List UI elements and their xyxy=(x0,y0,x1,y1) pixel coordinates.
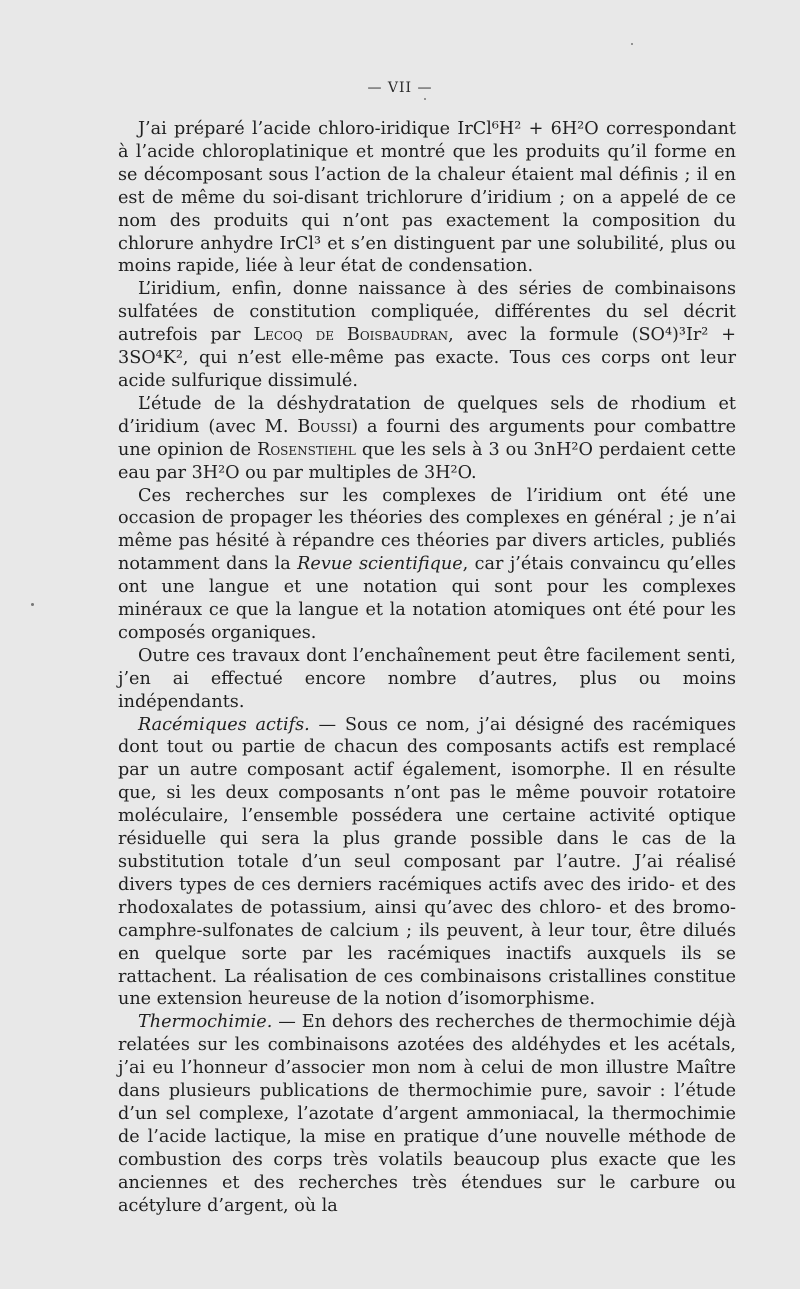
paper-speck xyxy=(31,603,34,606)
paper-speck xyxy=(631,43,633,45)
journal-title: Revue scientifique xyxy=(297,554,463,575)
paper-speck xyxy=(424,98,426,100)
author-name: Boussi xyxy=(297,416,352,437)
paragraph-complexes: Ces recherches sur les complexes de l’iridium ont été une occasion de propager les théories des complexes en général ; je n’ai même pas hésité à répandre ces théories par divers articles, publiés notamment dans la Revue scientifique, car j’étais convaincu qu’elles ont une langue et une notation qui sont pour les complexes minéraux ce que la langue et la notation atomiques ont été pour les composés organiques. xyxy=(118,485,737,643)
paragraph-sulfates: L’iridium, enfin, donne naissance à des séries de combinaisons sulfatées de constitution compliquée, différentes du sel décrit autrefois par Lecoq de Boisbaudran, avec la formule (SO⁴)³Ir² + 3SO⁴K², qui n’est elle-même pas exacte. Tous ces corps ont leur acide sulfurique dissimulé. xyxy=(118,279,737,391)
paragraph-racemiques: Racémiques actifs. — Sous ce nom, j’ai désigné des racémiques dont tout ou partie de chacun des composants actifs est remplacé par un autre composant actif également, isomorphe. Il en résulte que, si les deux composants n’ont pas le même pouvoir rotatoire moléculaire, l’ensemble possédera une certaine activité optique résiduelle qui sera la plus grande possible dans le cas de la substitution totale d’un seul composant par l’autre. J’ai réalisé divers types de ces derniers racémiques actifs avec des irido- et des rhodoxalates de potassium, ainsi qu’avec des chloro- et des bromo-camphre-sulfonates de calcium ; ils peuvent, à leur tour, être dilués en quelque sorte par les racémiques inactifs auxquels ils se rattachent. La réalisation de ces combinaisons cristallines constitue une extension heureuse de la notion d’isomorphisme. xyxy=(118,714,736,1010)
paragraph-other-works: Outre ces travaux dont l’enchaînement peut être facilement senti, j’en ai effectué encore nombre d’autres, plus ou moins indépendants. xyxy=(118,645,736,712)
paragraph-thermochimie: Thermochimie. — En dehors des recherches de thermochimie déjà relatées sur les combinaisons azotées des aldéhydes et les acétals, j’ai eu l’honneur d’associer mon nom à celui de mon illustre Maître dans plusieurs publications de thermochimie pure, savoir : l’étude d’un sel complexe, l’azotate d’argent ammoniacal, la thermochimie de l’acide lactique, la mise en pratique d’une nouvelle méthode de combustion des corps très volatils beaucoup plus exacte que les anciennes et des recherches très étendues sur le carbure ou acétylure d’argent, où la xyxy=(118,1012,736,1216)
paragraph-iridium-acid: J’ai préparé l’acide chloro-iridique IrCl⁶H² + 6H²O correspondant à l’acide chloroplatinique et montré que les produits qu’il forme en se décomposant sous l’action de la chaleur étaient mal définis ; il en est de même du soi-disant trichlorure d’iridium ; on a appelé de ce nom des produits qui n’ont pas exactement la composition du chlorure anhydre IrCl³ et s’en distinguent par une solubilité, plus ou moins rapide, liée à leur état de condensation. xyxy=(118,119,736,277)
paragraph-dehydration: L’étude de la déshydratation de quelques sels de rhodium et d’iridium (avec M. Boussi) a fourni des arguments pour combattre une opinion de Rosenstiehl que les sels à 3 ou 3nH²O perdaient cette eau par 3H²O ou par multiples de 3H²O. xyxy=(118,393,737,483)
page-number-header: — VII — xyxy=(367,80,433,96)
section-title: Thermochimie. xyxy=(138,1012,273,1033)
author-name: Rosenstiehl xyxy=(257,439,356,460)
body-text xyxy=(118,118,736,1218)
author-name: Lecoq de Boisbaudran xyxy=(253,325,449,346)
section-title: Racémiques actifs. xyxy=(138,714,310,735)
